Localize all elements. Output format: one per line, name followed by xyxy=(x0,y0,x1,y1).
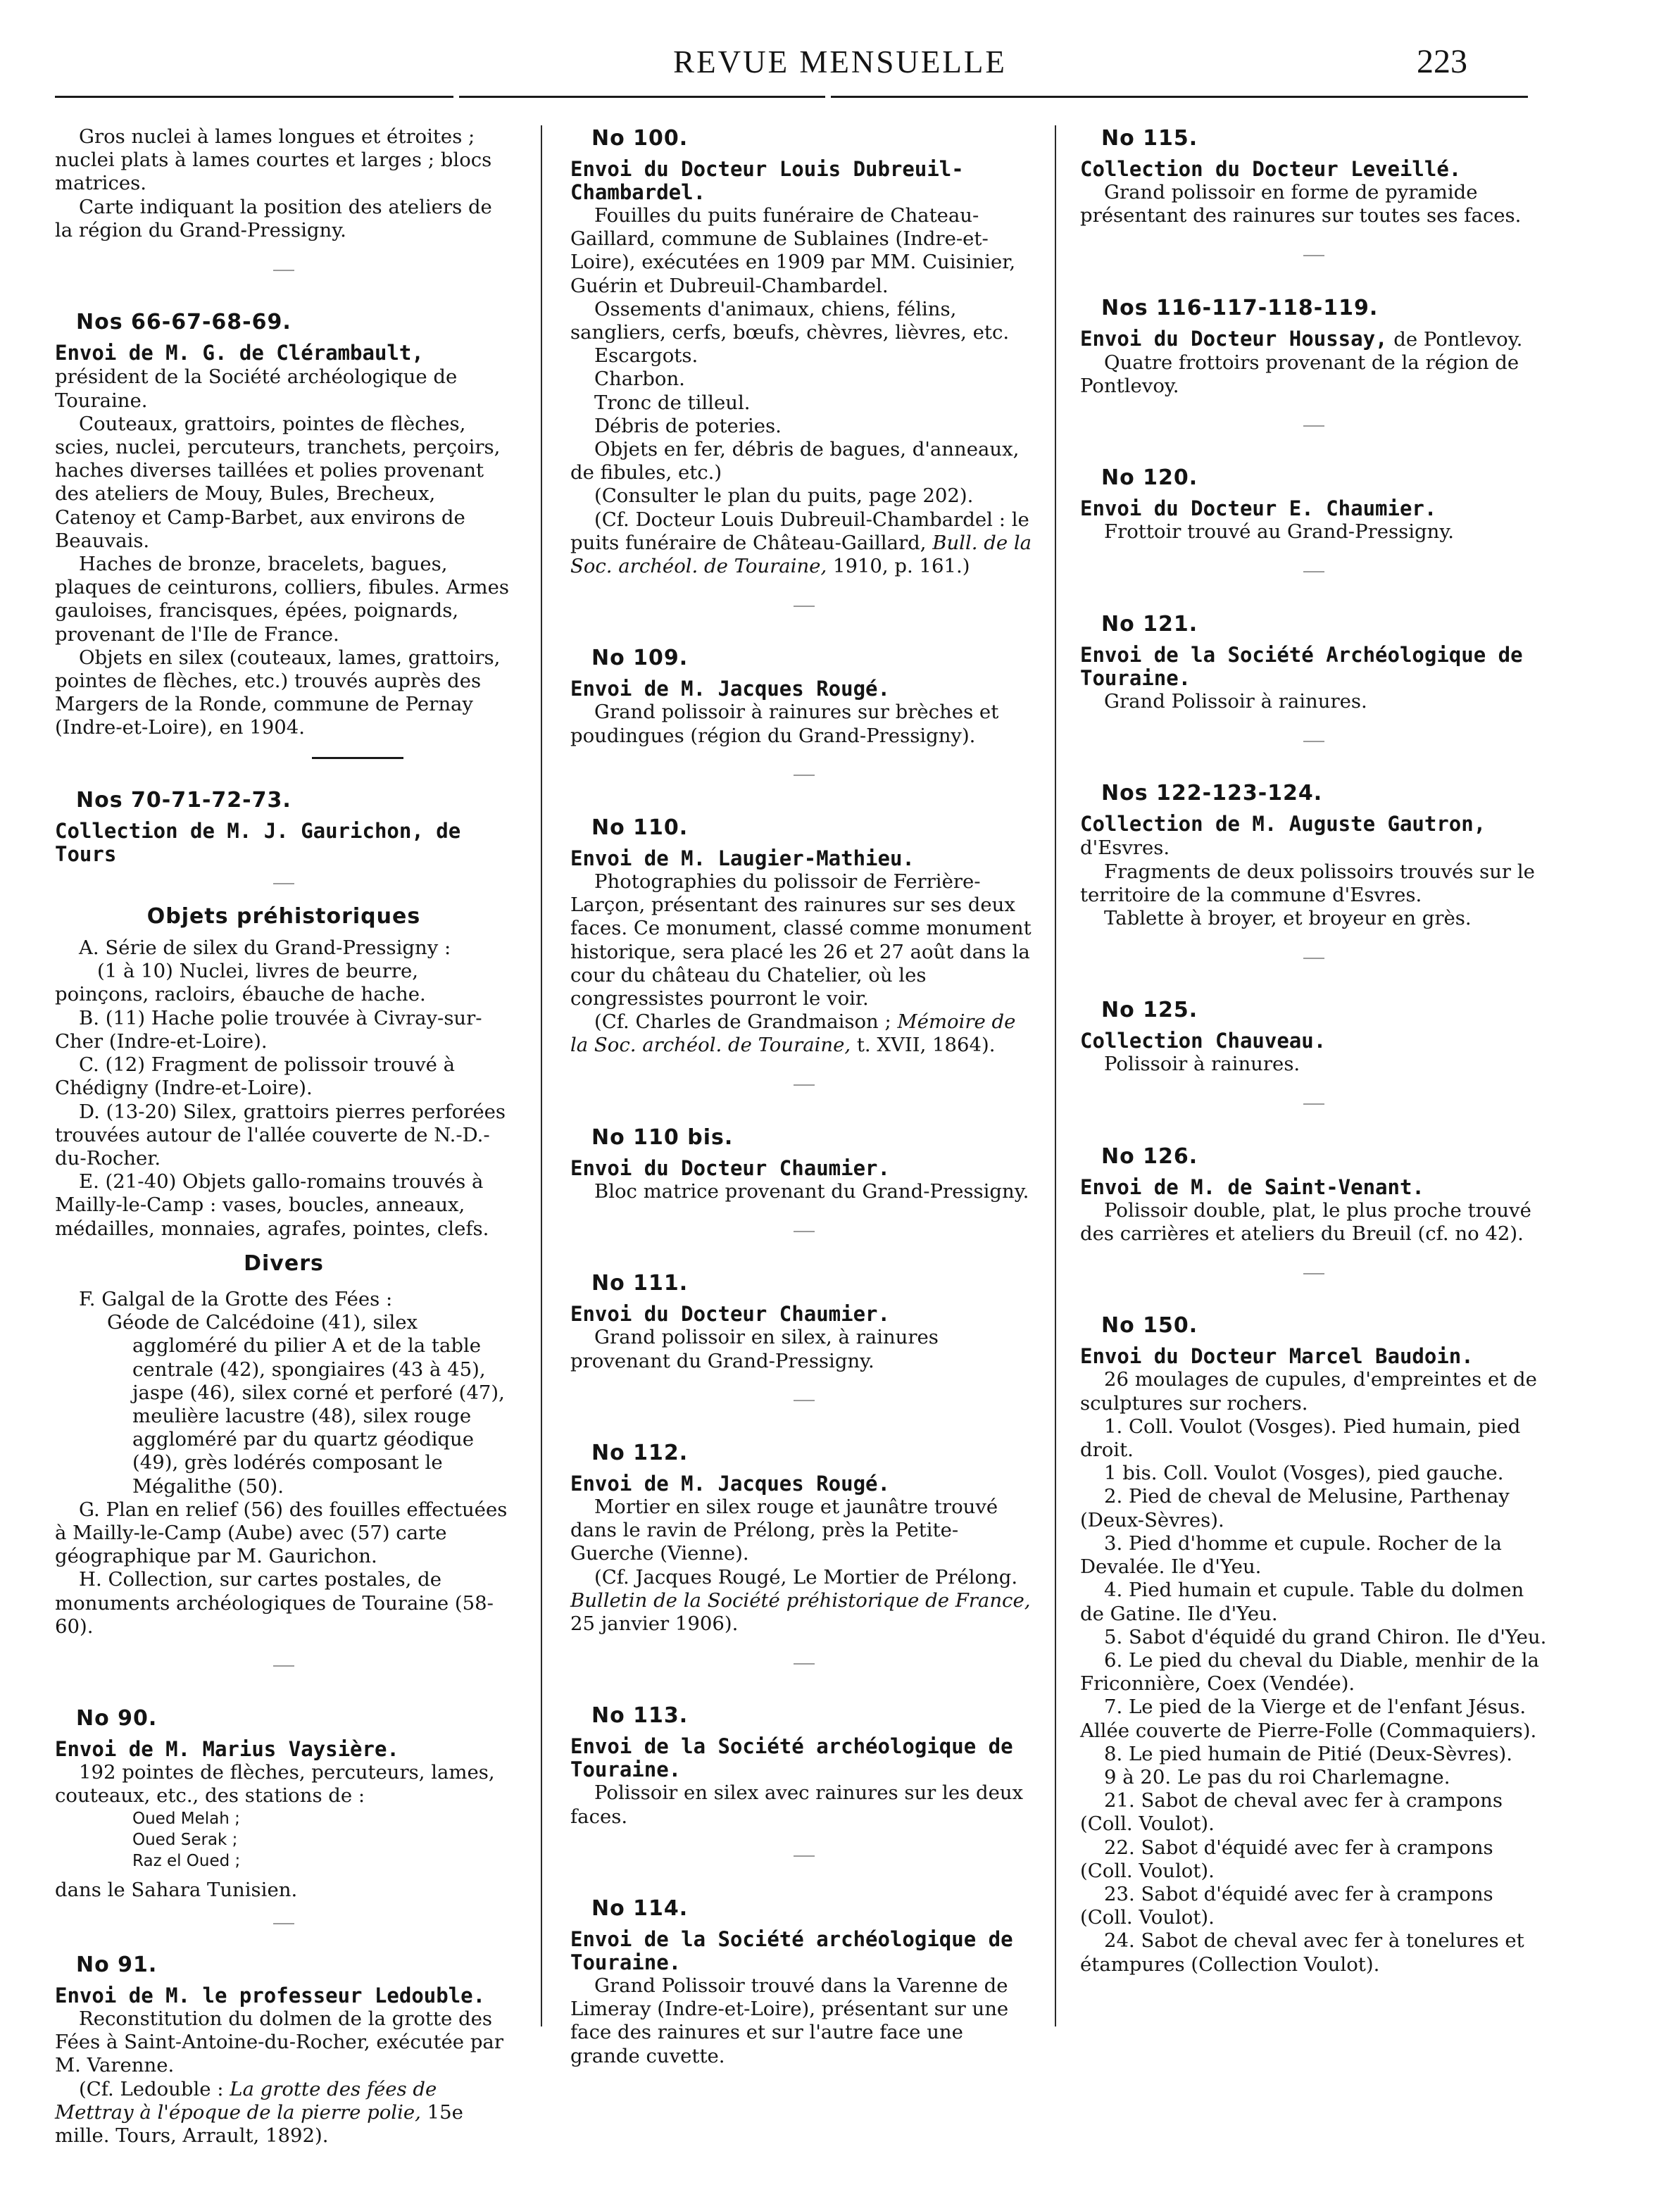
separator-dash xyxy=(1080,1261,1548,1284)
list-item: H. Collection, sur cartes postales, de monuments archéologiques de Touraine (58-60). xyxy=(55,1568,494,1638)
column-separator xyxy=(1055,125,1056,2026)
paragraph: dans le Sahara Tunisien. xyxy=(55,1878,298,1901)
entry-heading: Envoi de la Société Archéologique de Touraine. xyxy=(1080,642,1523,690)
entry-heading: Collection de M. J. Gaurichon, de Tours xyxy=(55,818,461,866)
entry-150 xyxy=(1080,1312,1548,1976)
separator-dash xyxy=(570,763,1038,787)
entry-70 xyxy=(55,787,513,1639)
paragraph: Photographies du polissoir de Ferrière-Larçon, présentant des rainures sur ses deux faces. Ce monument, classé comme monument historique, sera placé les 26 et 27 août dans la cour du château du Chatelier, où les congressistes pourront le voir. xyxy=(570,870,1032,1010)
list-item: Géode de Calcédoine (41), silex aggloméré du pilier A et de la table centrale (42), spongiaires (43 à 45), jaspe (46), silex corné et perforé (47), meulière lacustre (48), silex rouge aggloméré par du quartz géodique (49), grès lodérés composant le Mégalithe (50). xyxy=(107,1311,505,1498)
paragraph: Tablette à broyer, et broyeur en grès. xyxy=(1104,907,1472,930)
column-separator xyxy=(541,125,542,2026)
list-item: (1 à 10) Nuclei, livres de beurre, poinçons, racloirs, ébauche de hache. xyxy=(55,960,426,1006)
paragraph: Reconstitution du dolmen de la grotte des Fées à Saint-Antoine-du-Rocher, exécutée par M. Varenne. xyxy=(55,2007,503,2077)
separator-dash xyxy=(55,258,513,281)
entry-number: No 125. xyxy=(1101,998,1198,1023)
column-right xyxy=(1080,125,1548,1976)
entry-125 xyxy=(1080,997,1548,1076)
list-item: B. (11) Hache polie trouvée à Civray-sur-Cher (Indre-et-Loire). xyxy=(55,1006,482,1053)
entry-121 xyxy=(1080,611,1548,713)
list-item: F. Galgal de la Grotte des Fées : xyxy=(79,1287,393,1310)
paragraph: Fouilles du puits funéraire de Chateau-Gaillard, commune de Sublaines (Indre-et-Loire), exécutées en 1909 par MM. Cuisinier, Guérin et Dubreuil-Chambardel. xyxy=(570,204,1016,297)
paragraph: Frottoir trouvé au Grand-Pressigny. xyxy=(1104,520,1454,544)
station-item: Oued Serak ; xyxy=(132,1830,238,1849)
list-item: 9 à 20. Le pas du roi Charlemagne. xyxy=(1104,1765,1450,1788)
entry-number: Nos 66-67-68-69. xyxy=(76,310,292,335)
paragraph: Ossements d'animaux, chiens, félins, sangliers, cerfs, bœufs, chèvres, lièvres, etc. xyxy=(570,297,1010,344)
list-item: D. (13-20) Silex, grattoirs pierres perforées trouvées autour de l'allée couverte de N.-D.-du-Rocher. xyxy=(55,1100,506,1170)
entry-number: No 115. xyxy=(1101,126,1198,151)
paragraph: Polissoir en silex avec rainures sur les deux faces. xyxy=(570,1781,1024,1828)
entry-91 xyxy=(55,1952,513,2148)
entry-heading: Envoi du Docteur Chaumier. xyxy=(570,1155,890,1180)
list-item: 7. Le pied de la Vierge et de l'enfant Jésus. Allée couverte de Pierre-Folle (Commaquiers). xyxy=(1080,1696,1537,1742)
paragraph: (Consulter le plan du puits, page 202). xyxy=(594,484,974,508)
separator-dash xyxy=(570,1844,1038,1867)
entry-100 xyxy=(570,125,1038,578)
entry-number: No 100. xyxy=(591,126,689,151)
station-item: Oued Melah ; xyxy=(132,1809,240,1828)
list-item: A. Série de silex du Grand-Pressigny : xyxy=(79,936,451,960)
paragraph: Polissoir à rainures. xyxy=(1104,1053,1300,1076)
entry-heading: Envoi de M. de Saint-Venant. xyxy=(1080,1174,1424,1199)
entry-110 xyxy=(570,815,1038,1058)
entry-120 xyxy=(1080,465,1548,544)
entry-90 xyxy=(55,1705,513,1902)
list-item: 8. Le pied humain de Pitié (Deux-Sèvres). xyxy=(1104,1742,1512,1765)
paragraph: Polissoir double, plat, le plus proche trouvé des carrières et ateliers du Breuil (cf. no 42). xyxy=(1080,1198,1531,1246)
separator-dash xyxy=(1080,413,1548,437)
separator-dash xyxy=(1080,729,1548,752)
separator-dash xyxy=(570,1651,1038,1674)
entry-heading: Collection du Docteur Leveillé. xyxy=(1080,157,1462,181)
paragraph: Couteaux, grattoirs, pointes de flèches, scies, nuclei, percuteurs, tranchets, perçoirs, haches diverses taillées et polies provenant des ateliers de Mouy, Bules, Brecheux, Catenoy et Camp-Barbet, aux environs de Beauvais. xyxy=(55,412,501,552)
entry-heading: Envoi de M. Jacques Rougé. xyxy=(570,1471,890,1496)
citation-title: Mémoire de la Soc. archéol. de Touraine, xyxy=(570,1010,1016,1057)
list-item: 1 bis. Coll. Voulot (Vosges), pied gauche. xyxy=(1104,1462,1504,1485)
list-item: 23. Sabot d'équidé avec fer à crampons (Coll. Voulot). xyxy=(1080,1882,1493,1929)
entry-number: No 113. xyxy=(591,1703,689,1729)
paragraph: Charbon. xyxy=(594,368,685,391)
list-item: C. (12) Fragment de polissoir trouvé à Chédigny (Indre-et-Loire). xyxy=(55,1053,456,1100)
header-rule-right xyxy=(831,96,1528,98)
list-item: 5. Sabot d'équidé du grand Chiron. Ile d'Yeu. xyxy=(1104,1625,1547,1648)
entry-66 xyxy=(55,309,513,739)
entry-heading: Envoi de M. Laugier-Mathieu. xyxy=(570,846,915,871)
column-middle xyxy=(570,125,1038,2068)
entry-number: No 110 bis. xyxy=(591,1124,734,1150)
column-left xyxy=(55,125,513,2148)
paragraph: Débris de poteries. xyxy=(594,414,782,437)
paragraph: Grand polissoir en silex, à rainures provenant du Grand-Pressigny. xyxy=(570,1326,939,1372)
header-rule-middle xyxy=(459,96,825,98)
list-item: 2. Pied de cheval de Melusine, Parthenay (Deux-Sèvres). xyxy=(1080,1485,1510,1531)
citation-title: Bulletin de la Société préhistorique de France, xyxy=(570,1589,1031,1612)
paragraph: Grand Polissoir à rainures. xyxy=(1104,689,1367,713)
entry-number: No 109. xyxy=(591,646,689,671)
entry-number: No 112. xyxy=(591,1440,689,1465)
entry-number: No 121. xyxy=(1101,611,1198,637)
citation: (Cf. Jacques Rougé, Le Mortier de Prélong. xyxy=(594,1565,1018,1589)
entry-heading: Envoi de la Société archéologique de Touraine. xyxy=(570,1927,1013,1974)
entry-122 xyxy=(1080,780,1548,930)
entry-110-bis xyxy=(570,1124,1038,1203)
entry-number: No 111. xyxy=(591,1271,689,1296)
running-header-title: REVUE MENSUELLE xyxy=(673,44,1007,80)
section-rule xyxy=(312,757,403,759)
separator-dash xyxy=(1080,243,1548,266)
entry-heading: Envoi du Docteur Houssay, xyxy=(1080,326,1388,351)
entry-heading: Envoi de M. le professeur Ledouble. xyxy=(55,1983,486,2007)
paragraph: Bloc matrice provenant du Grand-Pressigny. xyxy=(594,1179,1029,1203)
entry-heading: Envoi de la Société archéologique de Touraine. xyxy=(570,1734,1013,1782)
list-item: 3. Pied d'homme et cupule. Rocher de la Devalée. Ile d'Yeu. xyxy=(1080,1531,1502,1579)
paragraph: 26 moulages de cupules, d'empreintes et de sculptures sur rochers. xyxy=(1080,1368,1537,1415)
header-rule-left xyxy=(55,96,453,98)
entry-112 xyxy=(570,1440,1038,1636)
list-item: 1. Coll. Voulot (Vosges). Pied humain, pied droit. xyxy=(1080,1415,1521,1462)
paragraph: Haches de bronze, bracelets, bagues, plaques de ceinturons, colliers, fibules. Armes gauloises, francisques, épées, poignards, provenant de l'Ile de France. xyxy=(55,553,509,646)
entry-111 xyxy=(570,1270,1038,1372)
station-item: Raz el Oued ; xyxy=(132,1851,241,1870)
separator-dash xyxy=(570,1073,1038,1096)
entry-heading: Envoi de M. Marius Vaysière. xyxy=(55,1737,399,1762)
separator-dash xyxy=(570,594,1038,617)
paragraph: Fragments de deux polissoirs trouvés sur le territoire de la commune d'Esvres. xyxy=(1080,860,1535,906)
entry-number: No 126. xyxy=(1101,1144,1198,1169)
entry-number: No 90. xyxy=(76,1706,158,1731)
separator-dash xyxy=(55,1912,513,1935)
paragraph: Quatre frottoirs provenant de la région de Pontlevoy. xyxy=(1080,351,1519,398)
paragraph: Objets en silex (couteaux, lames, grattoirs, pointes de flèches, etc.) trouvés auprès des Margers de la Ronde, commune de Pernay (Indre-et-Loire), en 1904. xyxy=(55,646,501,739)
separator-dash xyxy=(55,872,513,895)
list-item: 21. Sabot de cheval avec fer à crampons (Coll. Voulot). xyxy=(1080,1789,1503,1836)
list-item: 6. Le pied du cheval du Diable, menhir de la Friconnière, Coex (Vendée). xyxy=(1080,1648,1539,1696)
list-item: 22. Sabot d'équidé avec fer à crampons (Coll. Voulot). xyxy=(1080,1836,1493,1882)
entry-number: Nos 70-71-72-73. xyxy=(76,787,292,813)
separator-dash xyxy=(55,1654,513,1677)
entry-heading-tail: de Pontlevoy. xyxy=(1387,327,1523,351)
entry-number: No 114. xyxy=(591,1896,689,1921)
separator-dash xyxy=(570,1219,1038,1242)
paragraph: Objets en fer, débris de bagues, d'anneaux, de fibules, etc.) xyxy=(570,438,1020,484)
citation-title: Bull. de la Soc. archéol. de Touraine, xyxy=(570,531,1032,578)
citation: (Cf. Charles de Grandmaison ; xyxy=(594,1010,898,1034)
separator-dash xyxy=(1080,946,1548,969)
entry-number: No 120. xyxy=(1101,465,1198,491)
page-number: 223 xyxy=(1417,43,1467,80)
subsection-heading: Objets préhistoriques xyxy=(146,903,421,929)
entry-113 xyxy=(570,1703,1038,1828)
entry-heading-tail: d'Esvres. xyxy=(1080,837,1170,860)
entry-heading: Envoi de M. Jacques Rougé. xyxy=(570,677,890,701)
paragraph: Gros nuclei à lames longues et étroites ; nuclei plats à lames courtes et larges ; blocs matrices. xyxy=(55,125,492,195)
list-item: G. Plan en relief (56) des fouilles effectuées à Mailly-le-Camp (Aube) avec (57) carte géographique par M. Gaurichon. xyxy=(55,1498,508,1568)
paragraph: Tronc de tilleul. xyxy=(594,391,751,414)
entry-126 xyxy=(1080,1144,1548,1246)
entry-heading-tail: président de la Société archéologique de Touraine. xyxy=(55,365,458,412)
entry-heading: Collection Chauveau. xyxy=(1080,1029,1327,1053)
list-item: E. (21-40) Objets gallo-romains trouvés à Mailly-le-Camp : vases, boucles, anneaux, médailles, monnaies, agrafes, pointes, clefs. xyxy=(55,1170,489,1240)
list-item: 4. Pied humain et cupule. Table du dolmen de Gatine. Ile d'Yeu. xyxy=(1080,1579,1524,1625)
paragraph: Carte indiquant la position des ateliers de la région du Grand-Pressigny. xyxy=(55,195,492,242)
entry-number: No 91. xyxy=(76,1952,158,1977)
citation: (Cf. Docteur Louis Dubreuil-Chambardel : le puits funéraire de Château-Gaillard, xyxy=(570,508,1029,554)
list-item: 24. Sabot de cheval avec fer à tonelures et étampures (Collection Voulot). xyxy=(1080,1929,1524,1976)
entry-number: No 110. xyxy=(591,815,689,841)
separator-dash xyxy=(1080,1092,1548,1115)
entry-number: Nos 116-117-118-119. xyxy=(1101,295,1379,320)
paragraph: Escargots. xyxy=(594,344,698,368)
entry-number: Nos 122-123-124. xyxy=(1101,781,1323,806)
entry-heading: Envoi du Docteur Louis Dubreuil-Chambardel. xyxy=(570,157,964,204)
paragraph: Grand polissoir en forme de pyramide présentant des rainures sur toutes ses faces. xyxy=(1080,181,1522,227)
citation-tail: t. XVII, 1864). xyxy=(851,1034,996,1057)
paragraph: Grand Polissoir trouvé dans la Varenne de Limeray (Indre-et-Loire), présentant sur une face des rainures et sur l'autre face une grande cuvette. xyxy=(570,1974,1009,2067)
entry-heading: Envoi du Docteur E. Chaumier. xyxy=(1080,496,1437,521)
paragraph: Mortier en silex rouge et jaunâtre trouvé dans le ravin de Prélong, près la Petite-Guerche (Vienne). xyxy=(570,1495,998,1565)
entry-number: No 150. xyxy=(1101,1313,1198,1339)
citation: (Cf. Ledouble : xyxy=(79,2077,230,2100)
subsection-heading: Divers xyxy=(244,1251,324,1276)
entry-109 xyxy=(570,645,1038,747)
citation-title: La grotte des fées de Mettray à l'époque de la pierre polie, xyxy=(55,2077,437,2124)
separator-dash xyxy=(570,1389,1038,1412)
entry-heading: Envoi de M. G. de Clérambault, xyxy=(55,341,424,365)
citation-tail: 15e mille. Tours, Arrault, 1892). xyxy=(55,2100,463,2147)
citation-tail: 1910, p. 161.) xyxy=(827,555,970,578)
entry-heading: Envoi du Docteur Chaumier. xyxy=(570,1302,890,1327)
citation-tail: 25 janvier 1906). xyxy=(570,1612,739,1635)
entry-114 xyxy=(570,1896,1038,2068)
entry-115 xyxy=(1080,125,1548,227)
paragraph: 192 pointes de flèches, percuteurs, lames, couteaux, etc., des stations de : xyxy=(55,1761,495,1808)
entry-heading: Envoi du Docteur Marcel Baudoin. xyxy=(1080,1344,1474,1369)
entry-heading: Collection de M. Auguste Gautron, xyxy=(1080,812,1486,837)
paragraph: Grand polissoir à rainures sur brèches et poudingues (région du Grand-Pressigny). xyxy=(570,701,999,747)
separator-dash xyxy=(1080,560,1548,583)
entry-116 xyxy=(1080,295,1548,399)
